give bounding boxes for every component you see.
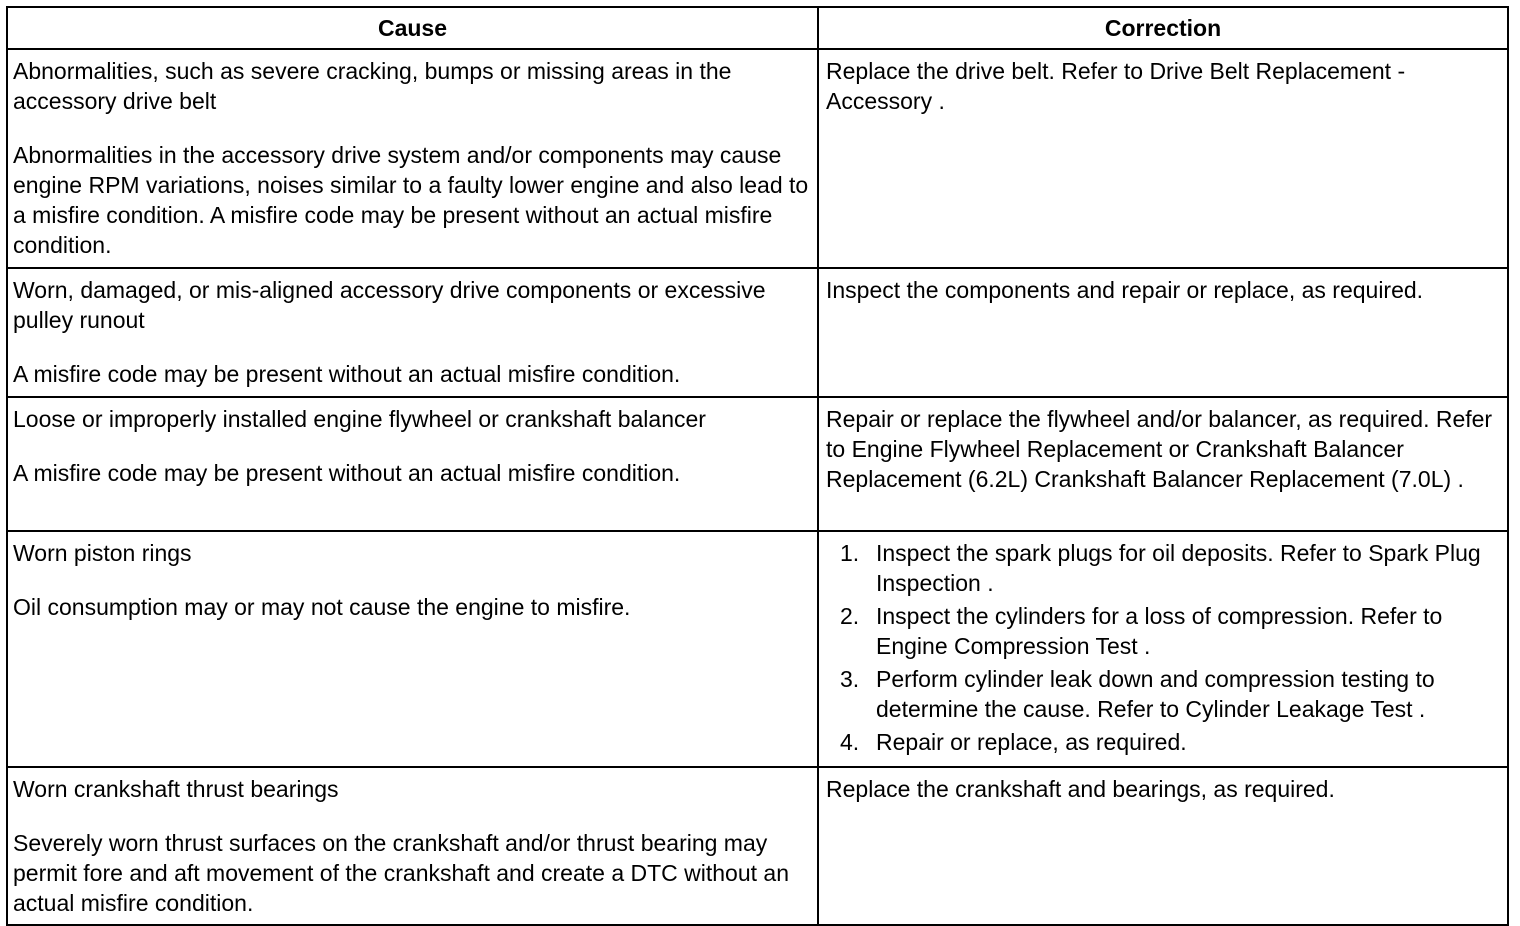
step-text: Perform cylinder leak down and compression testing to determine the cause. Refer to Cylinder Leakage Test . bbox=[876, 666, 1435, 722]
cause-title: Worn, damaged, or mis-aligned accessory drive components or excessive pulley runout bbox=[13, 277, 766, 333]
correction-cell bbox=[818, 397, 1508, 531]
correction-cell bbox=[818, 531, 1508, 767]
correction-text: Inspect the components and repair or replace, as required. bbox=[826, 277, 1424, 303]
cause-note: Severely worn thrust surfaces on the crankshaft and/or thrust bearing may permit fore and aft movement of the crankshaft and create a DTC without an actual misfire condition. bbox=[13, 830, 790, 916]
cause-title: Abnormalities, such as severe cracking, bumps or missing areas in the accessory drive belt bbox=[13, 58, 732, 114]
cause-title: Worn crankshaft thrust bearings bbox=[13, 776, 339, 802]
cause-note: Oil consumption may or may not cause the engine to misfire. bbox=[13, 594, 631, 620]
correction-cell bbox=[818, 268, 1508, 397]
cause-note: A misfire code may be present without an actual misfire condition. bbox=[13, 460, 681, 486]
cause-cell bbox=[7, 397, 818, 531]
step-number: 1. bbox=[840, 540, 860, 566]
step-text: Inspect the cylinders for a loss of compression. Refer to Engine Compression Test . bbox=[876, 603, 1443, 659]
list-item bbox=[826, 727, 1501, 757]
step-text: Repair or replace, as required. bbox=[876, 729, 1187, 755]
correction-text: Replace the crankshaft and bearings, as required. bbox=[826, 776, 1335, 802]
step-number: 4. bbox=[840, 729, 860, 755]
cause-cell bbox=[7, 531, 818, 767]
correction-cell bbox=[818, 767, 1508, 925]
correction-steps bbox=[826, 538, 1501, 757]
cause-cell bbox=[7, 767, 818, 925]
table-row bbox=[7, 767, 1508, 925]
correction-text: Replace the drive belt. Refer to Drive Belt Replacement - Accessory . bbox=[826, 58, 1406, 114]
table-row bbox=[7, 268, 1508, 397]
cause-title: Worn piston rings bbox=[13, 540, 192, 566]
list-item bbox=[826, 601, 1501, 661]
list-item bbox=[826, 664, 1501, 724]
correction-cell bbox=[818, 49, 1508, 268]
cause-cell bbox=[7, 49, 818, 268]
cause-note: A misfire code may be present without an actual misfire condition. bbox=[13, 361, 681, 387]
correction-text: Repair or replace the flywheel and/or balancer, as required. Refer to Engine Flywheel Replacement or Crankshaft Balancer Replacement (6.2L) Crankshaft Balancer Replacement (7.0L) . bbox=[826, 406, 1493, 492]
step-number: 2. bbox=[840, 603, 860, 629]
list-item bbox=[826, 538, 1501, 598]
cause-title: Loose or improperly installed engine flywheel or crankshaft balancer bbox=[13, 406, 706, 432]
header-row bbox=[7, 7, 1508, 49]
header-cause: Cause bbox=[7, 7, 818, 49]
table-row bbox=[7, 49, 1508, 268]
step-text: Inspect the spark plugs for oil deposits. Refer to Spark Plug Inspection . bbox=[876, 540, 1481, 596]
cause-note: Abnormalities in the accessory drive system and/or components may cause engine RPM variations, noises similar to a faulty lower engine and also lead to a misfire condition. A misfire code may be present without an actual misfire condition. bbox=[13, 142, 809, 258]
table-row bbox=[7, 531, 1508, 767]
cause-cell bbox=[7, 268, 818, 397]
table-row bbox=[7, 397, 1508, 531]
header-correction: Correction bbox=[818, 7, 1508, 49]
cause-correction-table bbox=[6, 6, 1509, 926]
step-number: 3. bbox=[840, 666, 860, 692]
